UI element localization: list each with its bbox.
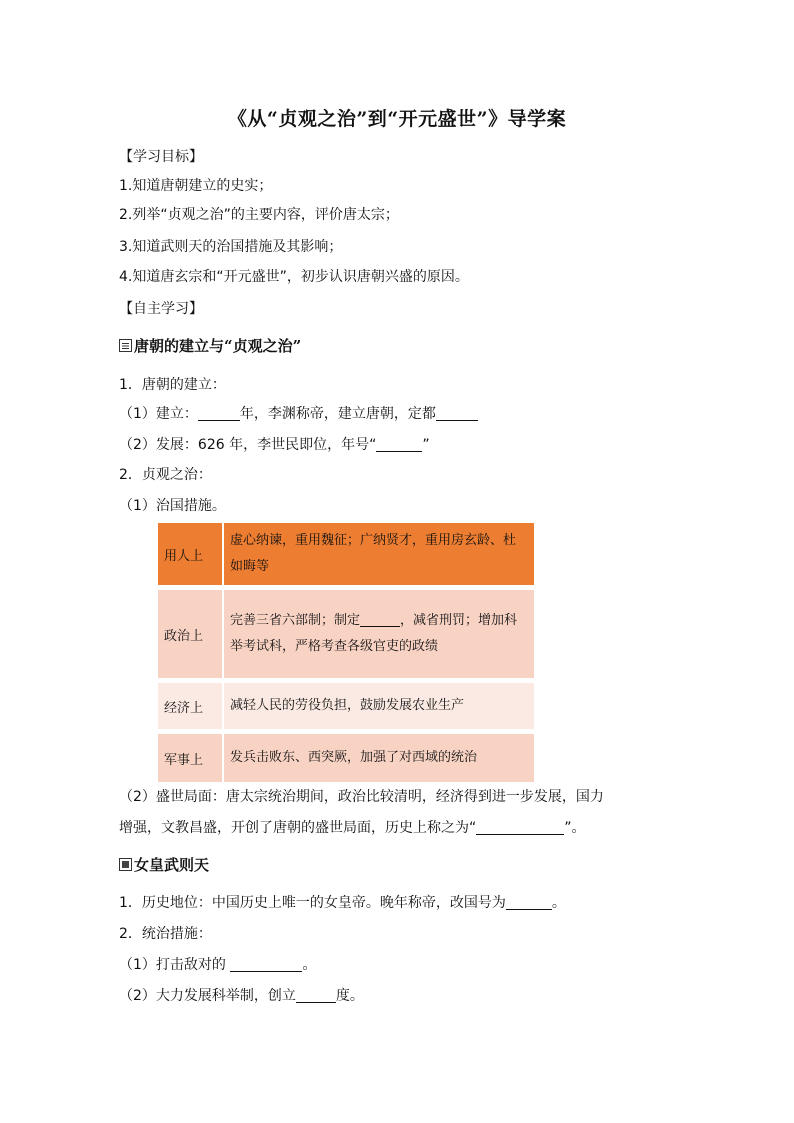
section2-p2a: （1）打击敌对的 。 [119,957,317,973]
document-icon [119,339,132,352]
measures-table [158,523,534,782]
fill-blank-law[interactable] [360,612,400,627]
fill-blank-dynasty-name[interactable] [506,895,552,910]
fill-blank-system[interactable] [296,988,336,1003]
fill-blank-capital[interactable] [436,406,478,421]
table-value: 减轻人民的劳役负担，鼓励发展农业生产 [223,683,534,729]
table-key: 用人上 [158,523,223,585]
section1-p2b-line1: （2）盛世局面：唐太宗统治期间，政治比较清明，经济得到进一步发展，国力 [119,789,604,805]
section1-p2: 2．贞观之治： [119,467,212,483]
section2-p2b: （2）大力发展科举制，创立 度。 [119,988,364,1004]
goal-item-4: 4.知道唐玄宗和“开元盛世”，初步认识唐朝兴盛的原因。 [119,269,469,285]
goal-item-1: 1.知道唐朝建立的史实； [119,178,273,194]
table-row [158,590,534,678]
section1-heading [119,336,301,356]
section1-p1: 1．唐朝的建立： [119,377,226,393]
table-value: 完善三省六部制；制定 ，减省刑罚；增加科举考试科，严格考查各级官吏的政绩 [223,590,534,678]
table-value: 虚心纳谏，重用魏征；广纳贤才，重用房玄龄、杜如晦等 [223,523,534,585]
section1-p1b: （2）发展：626 年，李世民即位，年号“ ” [119,437,430,453]
fill-blank-year[interactable] [198,406,240,421]
section2-p1: 1．历史地位：中国历史上唯一的女皇帝。晚年称帝，改国号为 。 [119,895,566,911]
goal-item-2: 2.列举“贞观之治”的主要内容，评价唐太宗； [119,207,399,223]
section1-title: 唐朝的建立与“贞观之治” [134,337,302,355]
table-row [158,734,534,782]
goals-header: 【学习目标】 [119,149,203,165]
fill-blank-opponents[interactable] [230,957,302,972]
document-icon [119,858,132,871]
fill-blank-era-name[interactable] [376,437,422,452]
self-study-header: 【自主学习】 [119,301,203,317]
section1-p2b-line2: 增强，文教昌盛，开创了唐朝的盛世局面，历史上称之为“ ”。 [119,820,586,836]
page-title: 《从“贞观之治”到“开元盛世”》导学案 [227,108,567,130]
goal-item-3: 3.知道武则天的治国措施及其影响； [119,239,343,255]
section2-p2: 2．统治措施： [119,926,212,942]
fill-blank-golden-age[interactable] [476,820,564,835]
section2-heading [119,855,209,875]
section1-p1a: （1）建立： 年，李渊称帝，建立唐朝，定都 [119,404,478,424]
section1-p2a: （1）治国措施。 [119,498,226,514]
table-key: 经济上 [158,683,223,729]
table-row [158,683,534,729]
table-value: 发兵击败东、西突厥，加强了对西域的统治 [223,734,534,782]
table-row [158,523,534,585]
table-key: 军事上 [158,734,223,782]
section2-title: 女皇武则天 [134,856,210,874]
table-key: 政治上 [158,590,223,678]
